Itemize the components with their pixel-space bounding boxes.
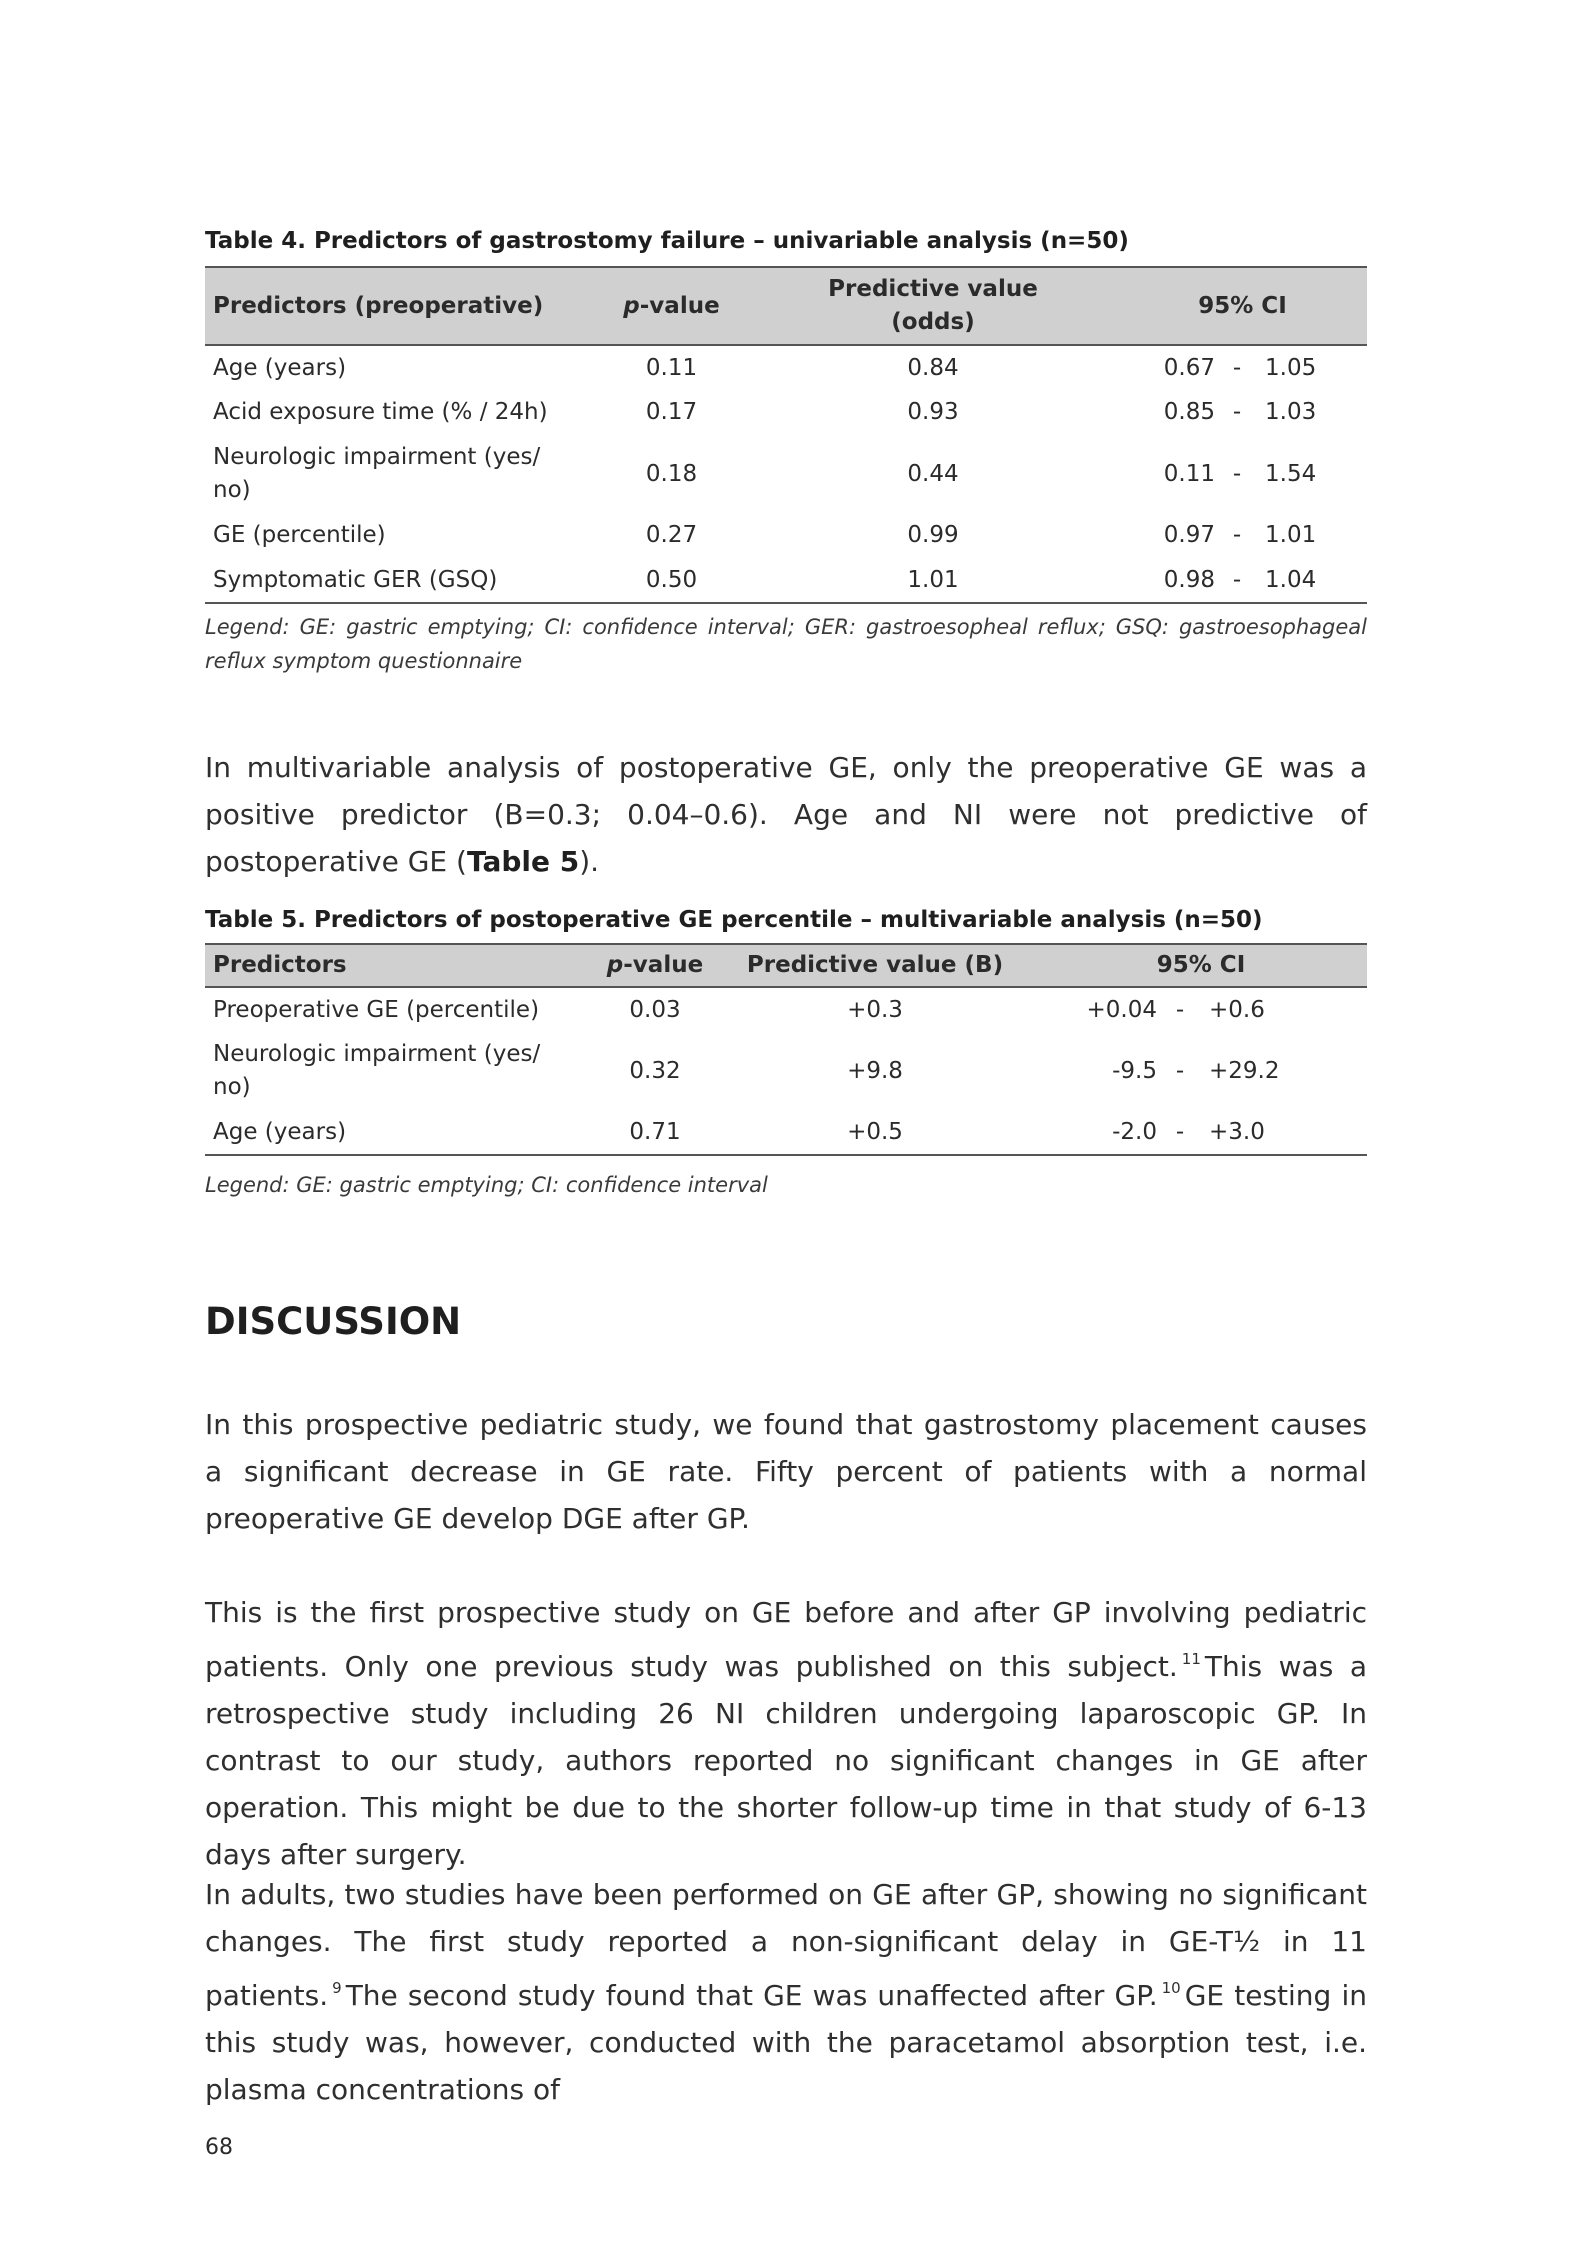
cell-pvalue: 0.17 [645,399,698,425]
cell-predictor: Acid exposure time (% / 24h) [213,399,548,425]
cell-ci-dash: - [1232,460,1242,487]
table-row [205,345,1367,390]
cell-ci-lower: 0.85 [1163,399,1215,425]
cell-ci-dash: - [1232,399,1242,425]
citation-ref: 9 [332,1979,342,1997]
cell-ci-dash: - [1165,1110,1195,1155]
citation-ref: 10 [1161,1979,1181,1997]
citation-ref: 11 [1181,1650,1201,1668]
cell-ci-upper: +0.6 [1209,996,1265,1023]
cell-ci-dash: - [1175,996,1185,1023]
table4 [205,266,1367,604]
cell-pvalue: 0.32 [629,1057,681,1084]
cell-ci-lower: 0.11 [1163,460,1215,487]
table5-header-pvalue: p-value [595,944,715,987]
table5-reference: Table 5 [466,845,580,878]
table-row [205,513,1367,558]
cell-pvalue: 0.03 [629,996,681,1023]
table4-header-row [205,267,1367,345]
cell-value: 0.44 [907,460,959,487]
table4-caption: Table 4. Predictors of gastrostomy failure – univariable analysis (n=50) [205,228,1129,254]
cell-ci-dash: - [1223,558,1251,603]
cell-pvalue: 0.27 [645,522,698,548]
cell-ci-upper: 1.04 [1251,558,1367,603]
cell-predictor: Neurologic impairment (yes/ no) [213,1041,541,1100]
cell-pvalue: 0.71 [595,1110,715,1155]
cell-ci-dash: - [1175,1057,1185,1084]
table4-header-predictive: Predictive value (odds) [748,267,1118,345]
cell-ci-upper: +3.0 [1195,1110,1367,1155]
table-row [205,558,1367,603]
discussion-paragraph-3: In adults, two studies have been performed on GE after GP, showing no significant changes. The first study reported a non-significant delay in GE-T½ in 11 patients. $^9$ The second study found that GE was unaffected after GP. $^{10}$ GE testing in this study was, however, conducted with the paracetamol absorption test, i.e. plasma concentrations of [205,1878,1367,2106]
cell-predictor: Neurologic impairment (yes/ no) [213,444,541,503]
section-heading-discussion: DISCUSSION [205,1300,462,1343]
cell-value: 1.01 [748,558,1118,603]
cell-predictor: Age (years) [205,1110,595,1155]
cell-predictor: GE (percentile) [213,522,386,548]
cell-ci-lower: 0.97 [1163,522,1215,548]
discussion-paragraph-2: This is the first prospective study on GE before and after GP involving pediatric patients. Only one previous study was published on this subject. $^{11}$ This was a retrospective study including 26 NI children undergoing laparoscopic GP. In contrast to our study, authors reported no significant changes in GE after operation. This might be due to the shorter follow-up time in that study of 6-13 days after surgery. [205,1596,1367,1871]
table5-header-predictive: Predictive value (B) [715,944,1035,987]
results-paragraph: In multivariable analysis of postoperative GE, only the preoperative GE was a positive predictor (B=0.3; 0.04–0.6). Age and NI were not predictive of postoperative GE (Table 5). [205,751,1367,878]
cell-pvalue: 0.18 [645,460,698,487]
cell-value: 0.84 [907,354,959,381]
cell-predictor: Symptomatic GER (GSQ) [205,558,595,603]
cell-pvalue: 0.11 [645,354,698,381]
cell-value: +9.8 [847,1057,903,1084]
cell-ci-lower: 0.98 [1118,558,1223,603]
table4-header-pvalue: p-value [595,267,748,345]
cell-ci-upper: 1.01 [1265,522,1317,548]
table-row [205,987,1367,1032]
cell-value: +0.3 [847,996,903,1023]
page-number: 68 [205,2135,233,2160]
table5-legend: Legend: GE: gastric emptying; CI: confidence interval [205,1173,768,1197]
cell-ci-upper: 1.54 [1265,460,1317,487]
cell-ci-lower: +0.04 [1086,996,1157,1023]
cell-predictor: Age (years) [213,354,347,381]
table-row [205,390,1367,435]
cell-predictor: Preoperative GE (percentile) [213,996,540,1023]
cell-ci-lower: -2.0 [1035,1110,1165,1155]
table-row [205,435,1367,513]
cell-value: +0.5 [715,1110,1035,1155]
table5-header-row [205,944,1367,987]
cell-pvalue: 0.50 [595,558,748,603]
cell-value: 0.93 [907,399,959,425]
cell-ci-dash: - [1232,522,1242,548]
cell-ci-dash: - [1232,354,1242,381]
table5-caption: Table 5. Predictors of postoperative GE percentile – multivariable analysis (n=50) [205,907,1263,933]
table-row [205,1110,1367,1155]
cell-ci-lower: 0.67 [1163,354,1215,381]
cell-ci-upper: +29.2 [1209,1057,1280,1084]
cell-ci-lower: -9.5 [1112,1057,1157,1084]
table4-header-ci: 95% CI [1118,267,1367,345]
cell-ci-upper: 1.05 [1265,354,1317,381]
table5-header-predictor: Predictors [205,944,595,987]
cell-value: 0.99 [907,522,959,548]
discussion-paragraph-1: In this prospective pediatric study, we found that gastrostomy placement causes a significant decrease in GE rate. Fifty percent of patients with a normal preoperative GE develop DGE after GP. [205,1408,1367,1535]
table4-header-predictor: Predictors (preoperative) [205,267,595,345]
table5 [205,943,1367,1156]
table4-legend: Legend: GE: gastric emptying; CI: confidence interval; GER: gastroesopheal reflux; GSQ: gastroesophageal reflux symptom questionnaire [205,615,1367,673]
table5-header-ci: 95% CI [1035,944,1367,987]
cell-ci-upper: 1.03 [1265,399,1317,425]
table-row [205,1032,1367,1110]
